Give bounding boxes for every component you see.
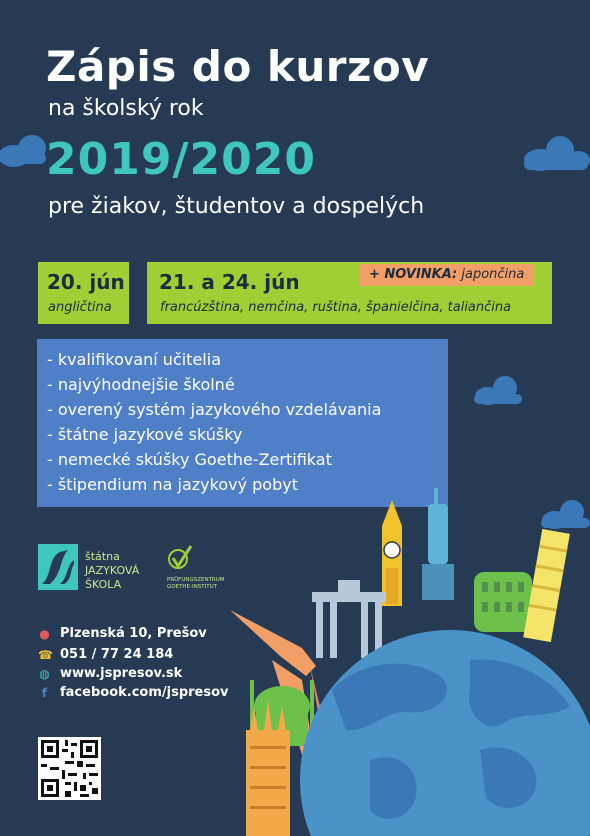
contact-facebook[interactable] — [38, 685, 229, 700]
brandenburg-gate-illustration — [312, 580, 386, 658]
checkmark-icon — [167, 544, 193, 574]
cloud-left — [0, 135, 46, 167]
school-logo-line1: štátna — [85, 550, 120, 563]
contact-web[interactable] — [38, 666, 182, 681]
feature-item: - kvalifikovaní učitelia — [47, 350, 221, 369]
colosseum-illustration — [474, 572, 532, 632]
feature-item: - štipendium na jazykový pobyt — [47, 475, 298, 494]
phone-icon: ☎ — [38, 647, 53, 662]
cloud-right-mid — [474, 376, 522, 405]
qr-code[interactable] — [38, 737, 101, 800]
feature-item: - nemecké skúšky Goethe-Zertifikat — [47, 450, 332, 469]
date-first: 20. jún — [47, 270, 125, 294]
phone-text: 051 / 77 24 184 — [60, 647, 174, 662]
languages-first: angličtina — [48, 300, 112, 315]
target-audience: pre žiakov, študentov a dospelých — [48, 194, 425, 219]
sagrada-familia-illustration — [246, 700, 290, 836]
address-text: Plzenská 10, Prešov — [60, 626, 207, 641]
statue-of-liberty-illustration — [422, 488, 454, 600]
school-logo-line3: ŠKOLA — [85, 578, 122, 591]
landmarks-illustration — [220, 480, 590, 836]
contact-address — [38, 626, 207, 641]
goethe-logo-line1: PRÜFUNGSZENTRUM — [167, 577, 225, 583]
novinka-label: + NOVINKA: — [369, 267, 458, 282]
big-ben-illustration — [382, 500, 402, 606]
date-second: 21. a 24. jún — [159, 270, 300, 294]
school-year: 2019/2020 — [46, 134, 316, 185]
page-title: Zápis do kurzov — [46, 42, 430, 91]
feature-item: - štátne jazykové skúšky — [47, 425, 243, 444]
languages-second: francúzština, nemčina, ruština, španielčina, taliančina — [160, 300, 512, 315]
goethe-logo-line2: GOETHE-INSTITUT — [167, 584, 217, 590]
subtitle-school-year: na školský rok — [48, 96, 204, 121]
novinka-badge — [359, 264, 534, 286]
contact-phone — [38, 647, 173, 662]
cloud-right-top — [524, 136, 590, 171]
web-link[interactable]: www.jspresov.sk — [60, 666, 183, 681]
school-logo-line2: JAZYKOVÁ — [85, 564, 140, 577]
feature-item: - najvýhodnejšie školné — [47, 375, 235, 394]
facebook-icon: f — [41, 685, 48, 700]
school-logo — [38, 544, 148, 594]
novinka-value: japončina — [461, 267, 525, 282]
school-logo-icon — [38, 544, 78, 590]
features-list — [37, 339, 448, 497]
feature-item: - overený systém jazykového vzdelávania — [47, 400, 382, 419]
date-box-first — [38, 262, 129, 324]
facebook-link[interactable]: facebook.com/jspresov — [60, 685, 229, 700]
globe-icon: ◍ — [39, 666, 50, 681]
location-pin-icon: ● — [39, 626, 50, 641]
globe-illustration — [300, 630, 590, 836]
